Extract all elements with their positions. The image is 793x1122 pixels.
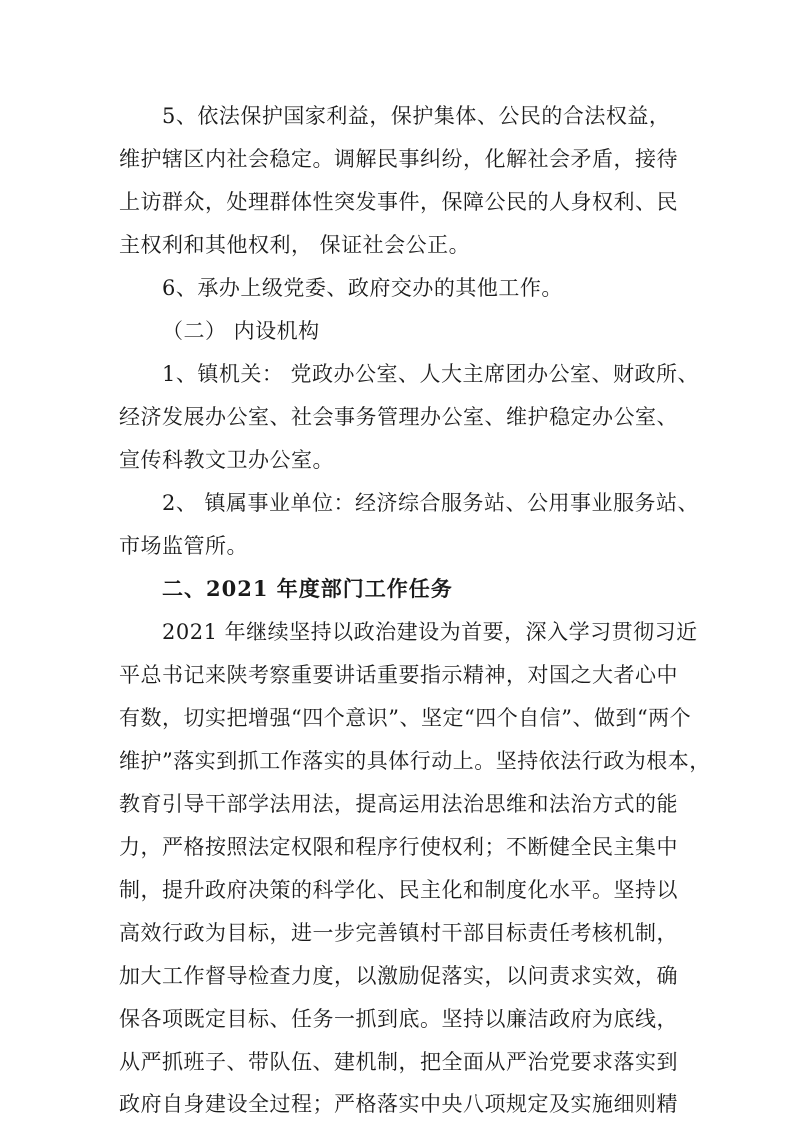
- paragraph-line: 2021 年继续坚持以政治建设为首要，深入学习贯彻习近: [162, 620, 698, 644]
- paragraph-line: 经济发展办公室、社会事务管理办公室、维护稳定办公室、: [119, 405, 678, 429]
- paragraph-line: 政府自身建设全过程；严格落实中央八项规定及实施细则精: [119, 1092, 678, 1116]
- paragraph-line: 有数，切实把增强“四个意识”、坚定“四个自信”、做到“两个: [119, 706, 692, 730]
- paragraph-line: 教育引导干部学法用法，提高运用法治思维和法治方式的能: [119, 792, 678, 816]
- section-subheading: （二） 内设机构: [162, 319, 320, 343]
- paragraph-line: 市场监管所。: [119, 534, 248, 558]
- paragraph-line: 力，严格按照法定权限和程序行使权利；不断健全民主集中: [119, 835, 678, 859]
- paragraph-line: 维护”落实到抓工作落实的具体行动上。坚持依法行政为根本，: [119, 749, 711, 773]
- paragraph-line: 高效行政为目标，进一步完善镇村干部目标责任考核机制，: [119, 921, 678, 945]
- paragraph-line: 主权利和其他权利， 保证社会公正。: [119, 233, 471, 257]
- paragraph-line: 6、承办上级党委、政府交办的其他工作。: [162, 276, 563, 300]
- paragraph-line: 上访群众，处理群体性突发事件，保障公民的人身权利、民: [119, 190, 678, 214]
- paragraph-line: 5、依法保护国家利益，保护集体、公民的合法权益，: [162, 104, 671, 128]
- paragraph-line: 维护辖区内社会稳定。调解民事纠纷，化解社会矛盾，接待: [119, 147, 678, 171]
- paragraph-line: 宣传科教文卫办公室。: [119, 448, 334, 472]
- paragraph-line: 1、镇机关： 党政办公室、人大主席团办公室、财政所、: [162, 362, 700, 386]
- paragraph-line: 保各项既定目标、任务一抓到底。坚持以廉洁政府为底线，: [119, 1007, 678, 1031]
- section-heading: 二、2021 年度部门工作任务: [162, 576, 453, 601]
- paragraph-line: 2、 镇属事业单位：经济综合服务站、公用事业服务站、: [162, 491, 700, 515]
- paragraph-line: 平总书记来陕考察重要讲话重要指示精神，对国之大者心中: [119, 663, 678, 687]
- paragraph-line: 加大工作督导检查力度，以激励促落实，以问责求实效，确: [119, 964, 678, 988]
- paragraph-line: 从严抓班子、带队伍、建机制，把全面从严治党要求落实到: [119, 1050, 678, 1074]
- paragraph-line: 制，提升政府决策的科学化、民主化和制度化水平。坚持以: [119, 878, 678, 902]
